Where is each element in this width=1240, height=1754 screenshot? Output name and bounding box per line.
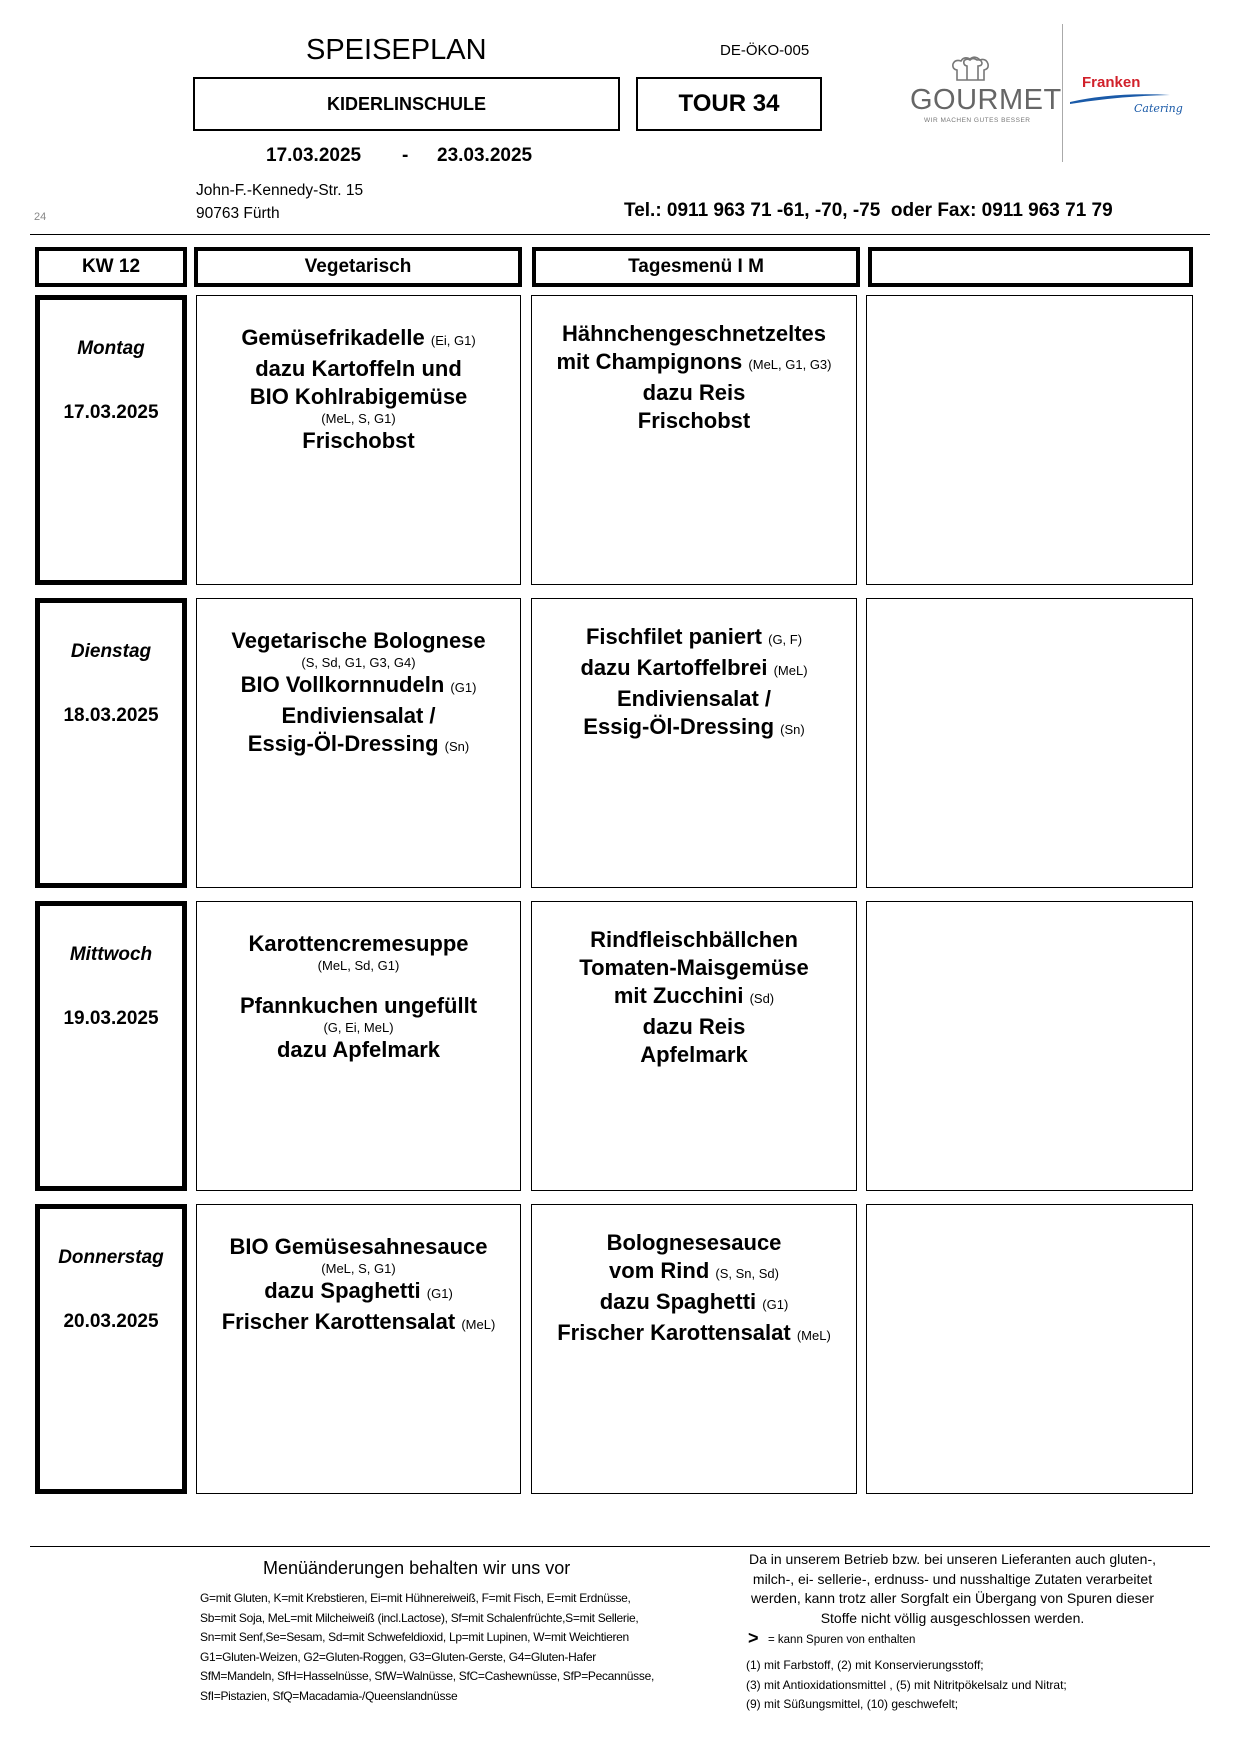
dish-line (532, 379, 856, 407)
legend-line: Sb=mit Soja, MeL=mit Milcheiweiß (incl.Lactose), Sf=mit Schalenfrüchte,S=mit Sellerie, (200, 1610, 639, 1625)
dish-text: Apfelmark (640, 1042, 748, 1067)
dish-text: mit Champignons (556, 349, 743, 374)
dish-line (197, 702, 520, 730)
allergen-code: (MeL) (796, 1328, 831, 1343)
legend-line: SfM=Mandeln, SfH=Hasselnüsse, SfW=Walnüsse, SfC=Cashewnüsse, SfP=Pecannüsse, (200, 1669, 654, 1683)
dish-line (532, 982, 856, 1013)
day-date: 20.03.2025 (63, 1311, 159, 1332)
col-empty-header (868, 247, 1193, 287)
dish-text: dazu Reis (642, 1014, 746, 1039)
day-box-mittwoch (35, 901, 187, 1191)
dish-line (532, 623, 856, 654)
allergen-code: (G1) (450, 680, 477, 695)
allergen-note: (MeL, S, G1) (321, 1261, 396, 1276)
chef-hat-icon (906, 56, 1048, 86)
day-name: Donnerstag (58, 1247, 164, 1268)
date-dash: - (402, 145, 409, 166)
dish-text: Bolognesesauce (606, 1230, 782, 1255)
dish-text: dazu Reis (642, 380, 746, 405)
dish-text: vom Rind (609, 1258, 710, 1283)
logo-divider (1062, 24, 1063, 162)
day-box-donnerstag (35, 1204, 187, 1494)
tagesmenu-cell (531, 598, 857, 888)
dish-text: dazu Spaghetti (264, 1278, 421, 1303)
allergen-note: (MeL, Sd, G1) (317, 958, 400, 973)
dish-text: dazu Apfelmark (276, 1037, 440, 1062)
legend-line: SfI=Pistazien, SfQ=Macadamia-/Queenslandnüsse (200, 1688, 458, 1703)
dish-line (532, 654, 856, 685)
dish-text: Tomaten-Maisgemüse (579, 955, 809, 980)
allergen-code: (MeL) (461, 1317, 496, 1332)
dish-text: Fischfilet paniert (585, 624, 762, 649)
allergen-code: (Sd) (749, 991, 775, 1006)
col-tagesmenu-header: Tagesmenü I M (532, 247, 860, 287)
gourmet-logo (906, 56, 1062, 128)
dish-line (197, 1308, 520, 1339)
allergen-disclaimer (740, 1550, 1165, 1628)
day-box-dienstag (35, 598, 187, 888)
date-from: 17.03.2025 (266, 145, 362, 166)
additive-line: (9) mit Süßungsmittel, (10) geschwefelt; (746, 1697, 959, 1711)
dish-text: Frischobst (302, 428, 415, 453)
disclaimer-line: werden, kann trotz aller Sorgfalt ein Übergang von Spuren dieser (750, 1590, 1155, 1606)
franken-wordmark: Franken (1082, 74, 1141, 91)
dish-line (197, 671, 520, 702)
col-vegetarisch-header: Vegetarisch (194, 247, 522, 287)
dish-line (532, 1288, 856, 1319)
dish-line (532, 1319, 856, 1350)
dish-line (532, 1013, 856, 1041)
dish-line (532, 320, 856, 348)
school-box: KIDERLINSCHULE (193, 77, 620, 131)
vegetarisch-cell (196, 901, 521, 1191)
menu-changes-note: Menüänderungen behalten wir uns vor (263, 1558, 571, 1578)
allergen-code: (Ei, G1) (430, 333, 476, 348)
dish-text: Endiviensalat / (616, 686, 772, 711)
day-name: Dienstag (70, 641, 152, 662)
dish-line (197, 427, 520, 455)
dish-line (532, 926, 856, 954)
day-date: 18.03.2025 (63, 705, 159, 726)
line-gap (197, 974, 520, 992)
tagesmenu-cell (531, 1204, 857, 1494)
dish-text: Gemüsefrikadelle (241, 325, 425, 350)
address-line-1: John-F.-Kennedy-Str. 15 (196, 182, 364, 199)
dish-line (532, 1041, 856, 1069)
legend-line: G=mit Gluten, K=mit Krebstieren, Ei=mit Hühnereiweiß, F=mit Fisch, E=mit Erdnüsse, (200, 1591, 631, 1605)
legend-line: G1=Gluten-Weizen, G2=Gluten-Roggen, G3=Gluten-Gerste, G4=Gluten-Hafer (200, 1649, 596, 1664)
dish-line (197, 383, 520, 411)
footer-divider (30, 1546, 1210, 1547)
dish-text: Frischer Karottensalat (557, 1320, 791, 1345)
allergen-note: (MeL, S, G1) (321, 411, 396, 426)
dish-line (197, 1036, 520, 1064)
dish-line (197, 930, 520, 958)
dish-line (197, 730, 520, 761)
allergen-code: (Sn) (780, 722, 805, 737)
day-date: 17.03.2025 (63, 402, 159, 423)
dish-text: Pfannkuchen ungefüllt (239, 993, 478, 1018)
dish-text: BIO Vollkornnudeln (240, 672, 445, 697)
contact-line: Tel.: 0911 963 71 -61, -70, -75 oder Fax: 0911 963 71 79 (624, 200, 1113, 221)
dish-text: Vegetarische Bolognese (231, 628, 486, 653)
allergen-code: (G1) (426, 1286, 453, 1301)
tour-box: TOUR 34 (636, 77, 822, 131)
dish-line (197, 992, 520, 1020)
dish-text: dazu Kartoffeln und (255, 356, 462, 381)
franken-catering-logo (1070, 74, 1183, 124)
dish-line (197, 627, 520, 655)
dish-text: Frischer Karottensalat (221, 1309, 456, 1334)
allergen-code: (G, F) (768, 632, 803, 647)
dish-text: Karottencremesuppe (248, 931, 469, 956)
dish-text: Endiviensalat / (281, 703, 436, 728)
vegetarisch-cell (196, 598, 521, 888)
header-divider (30, 234, 1210, 235)
dish-line (532, 1229, 856, 1257)
dish-text: dazu Kartoffelbrei (580, 655, 768, 680)
dish-text: mit Zucchini (613, 983, 744, 1008)
dish-text: Essig-Öl-Dressing (247, 731, 439, 756)
allergen-note: (S, Sd, G1, G3, G4) (301, 655, 416, 670)
vegetarisch-cell (196, 1204, 521, 1494)
day-box-montag (35, 295, 187, 585)
traces-symbol: > (748, 1628, 759, 1648)
dish-text: Hähnchengeschnetzeltes (561, 321, 827, 346)
catering-wordmark: Catering (1134, 102, 1183, 115)
disclaimer-line: Stoffe nicht völlig ausgeschlossen werden. (820, 1609, 1085, 1626)
traces-text: = kann Spuren von enthalten (768, 1634, 916, 1646)
allergen-code: (MeL) (773, 663, 808, 678)
dish-text: Essig-Öl-Dressing (583, 714, 775, 739)
day-name: Mittwoch (69, 944, 153, 965)
allergen-legend (200, 1589, 700, 1706)
day-date: 19.03.2025 (63, 1008, 159, 1029)
additive-line: (3) mit Antioxidationsmittel , (5) mit Nitritpökelsalz und Nitrat; (746, 1677, 1067, 1692)
dish-line (532, 1257, 856, 1288)
additives-legend (746, 1656, 1186, 1715)
dish-text: Rindfleischbällchen (590, 927, 798, 952)
eco-code: DE-ÖKO-005 (720, 42, 810, 59)
dish-line (532, 954, 856, 982)
empty-cell (866, 598, 1193, 888)
legend-line: Sn=mit Senf,Se=Sesam, Sd=mit Schwefeldioxid, Lp=mit Lupinen, W=mit Weichtieren (200, 1630, 629, 1644)
dish-line (532, 685, 856, 713)
allergen-code: (G1) (762, 1297, 789, 1312)
dish-line (532, 348, 856, 379)
gourmet-wordmark: GOURMET (910, 84, 1062, 116)
kw-header: KW 12 (35, 247, 187, 287)
dish-text: BIO Kohlrabigemüse (249, 384, 468, 409)
dish-line (197, 355, 520, 383)
dish-line (197, 1277, 520, 1308)
empty-cell (866, 295, 1193, 585)
gourmet-tagline: WIR MACHEN GUTES BESSER (924, 117, 1031, 124)
page-mark: 24 (34, 211, 47, 223)
dish-line (197, 1233, 520, 1261)
dish-line (532, 407, 856, 435)
vegetarisch-cell (196, 295, 521, 585)
empty-cell (866, 901, 1193, 1191)
allergen-code: (Sn) (444, 739, 470, 754)
allergen-code: (S, Sn, Sd) (715, 1266, 779, 1281)
allergen-code: (MeL, G1, G3) (748, 357, 832, 372)
day-name: Montag (77, 338, 145, 359)
dish-text: dazu Spaghetti (599, 1289, 757, 1314)
empty-cell (866, 1204, 1193, 1494)
additive-line: (1) mit Farbstoff, (2) mit Konservierungsstoff; (746, 1658, 984, 1672)
dish-line (197, 324, 520, 355)
disclaimer-line: Da in unserem Betrieb bzw. bei unseren Lieferanten auch gluten-, (748, 1551, 1157, 1567)
address-line-2: 90763 Fürth (196, 205, 280, 222)
date-to: 23.03.2025 (437, 145, 533, 166)
tagesmenu-cell (531, 901, 857, 1191)
page-title: SPEISEPLAN (306, 34, 487, 66)
dish-text: Frischobst (637, 408, 751, 433)
allergen-note: (G, Ei, MeL) (323, 1020, 394, 1035)
disclaimer-line: milch-, ei- sellerie-, erdnuss- und nusshaltige Zutaten verarbeitet (752, 1570, 1153, 1587)
dish-text: BIO Gemüsesahnesauce (229, 1234, 488, 1259)
tagesmenu-cell (531, 295, 857, 585)
dish-line (532, 713, 856, 744)
